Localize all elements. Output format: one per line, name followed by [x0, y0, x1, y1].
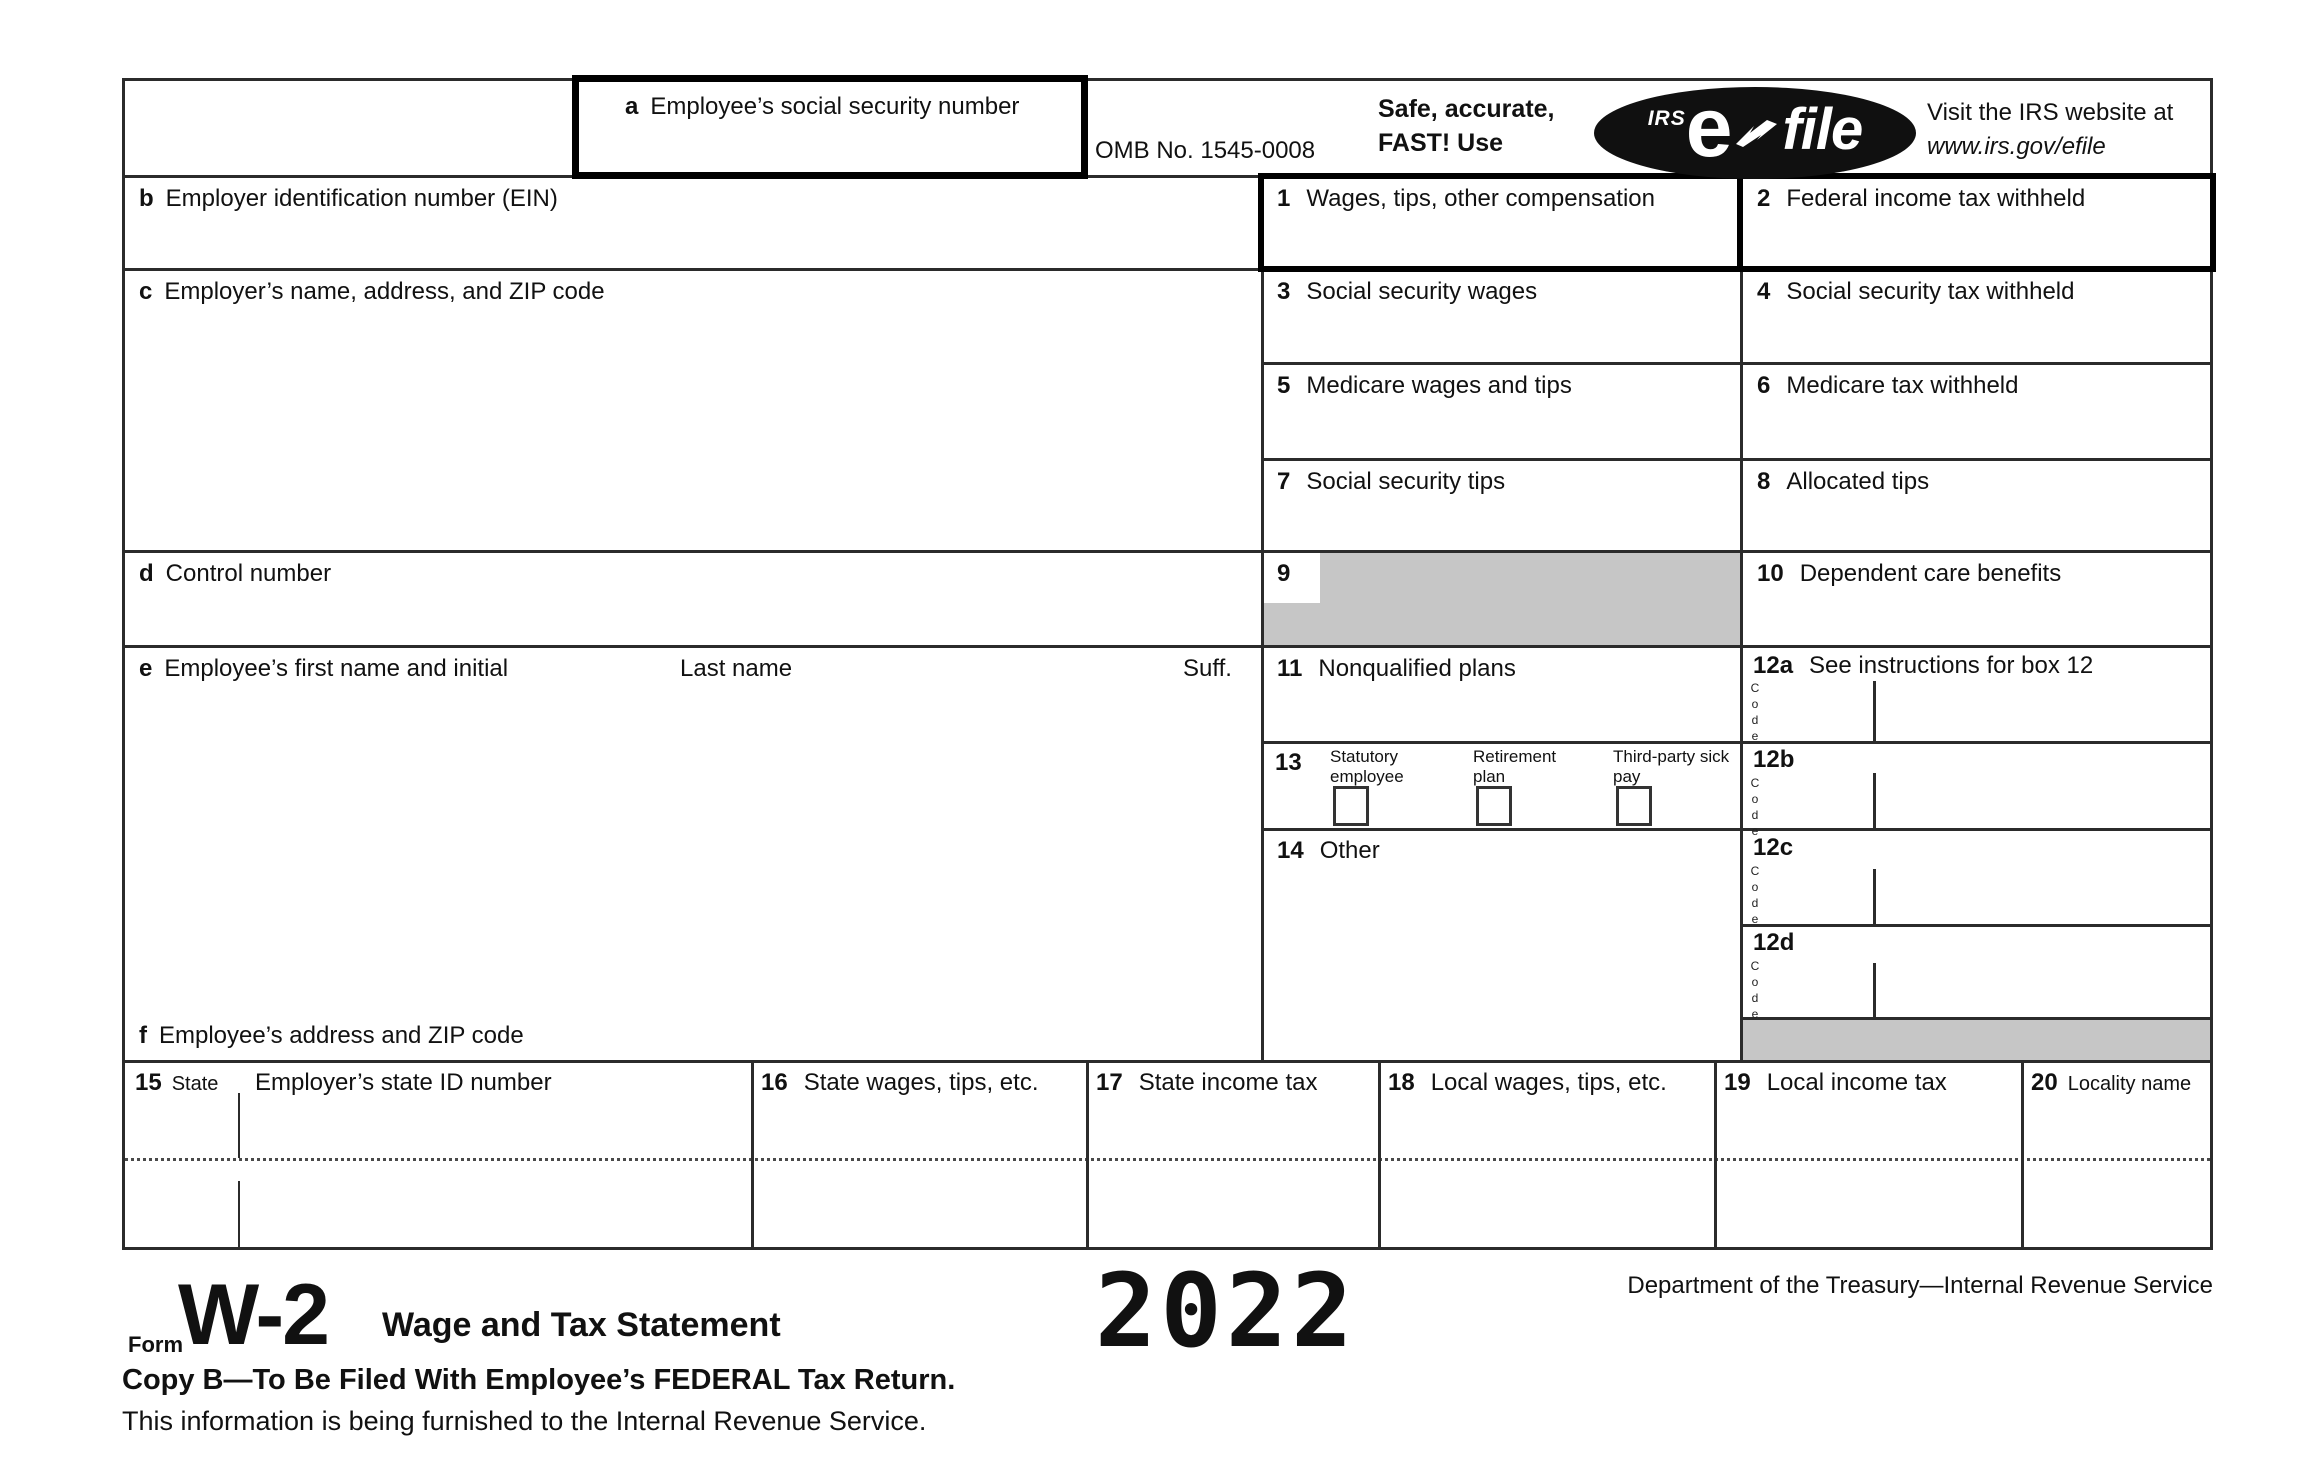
- box-13-label: [1275, 749, 1318, 777]
- box-20-label: [2031, 1069, 2191, 1097]
- box-12b-label: [1753, 746, 1810, 774]
- grid-line: [125, 1060, 2210, 1063]
- box-5-label: [1277, 372, 1572, 400]
- box-11-label: [1277, 655, 1516, 683]
- box-4-number: 4: [1757, 278, 1771, 305]
- box-c-letter: c: [139, 278, 153, 305]
- box-19-text: Local income tax: [1766, 1069, 1947, 1096]
- box-f-letter: f: [139, 1022, 147, 1049]
- box-17-label: [1096, 1069, 1317, 1097]
- box-e-text: Employee’s first name and initial: [164, 655, 509, 682]
- grid-line: [1261, 362, 2210, 365]
- box-f-label: [139, 1022, 524, 1050]
- grid-line: [1261, 741, 2210, 744]
- box-20-text: Locality name: [2067, 1073, 2192, 1095]
- box-a-text: Employee’s social security number: [650, 93, 1020, 120]
- box-3-text: Social security wages: [1306, 278, 1538, 305]
- box-9-number: 9: [1277, 560, 1291, 587]
- box-d-letter: d: [139, 560, 154, 587]
- box-9-label: [1277, 560, 1306, 588]
- box-12b-code-label: Code: [1748, 776, 1762, 840]
- form-title: Wage and Tax Statement: [382, 1306, 781, 1344]
- box-19-label: [1724, 1069, 1947, 1097]
- box-11-number: 11: [1277, 655, 1303, 682]
- employer-state-id-label: Employer’s state ID number: [255, 1069, 552, 1096]
- box-15-state-text: State: [171, 1073, 219, 1095]
- box-1-text: Wages, tips, other compensation: [1306, 185, 1655, 212]
- state-subdivider: [238, 1181, 240, 1247]
- box-e-label: [139, 655, 508, 683]
- box-12c-code-label: Code: [1748, 864, 1762, 928]
- box-f-text: Employee’s address and ZIP code: [159, 1022, 524, 1049]
- box-17-text: State income tax: [1138, 1069, 1318, 1096]
- box-18-number: 18: [1388, 1069, 1415, 1096]
- box-b-label: [139, 185, 558, 213]
- box-3-label: [1277, 278, 1537, 306]
- box-18-label: [1388, 1069, 1667, 1097]
- grid-line: [1714, 1063, 1717, 1247]
- box-1-2-divider: [1737, 173, 1743, 272]
- state-subdivider: [238, 1093, 240, 1158]
- efile-e-letter: e: [1685, 79, 1733, 174]
- box-5-number: 5: [1277, 372, 1291, 399]
- box-1-number: 1: [1277, 185, 1291, 212]
- box-11-text: Nonqualified plans: [1318, 655, 1516, 682]
- box-12c-label: [1753, 834, 1809, 862]
- box-8-text: Allocated tips: [1786, 468, 1930, 495]
- box-10-text: Dependent care benefits: [1799, 560, 2062, 587]
- irs-efile-url: www.irs.gov/efile: [1927, 133, 2106, 160]
- copy-b-line: Copy B—To Be Filed With Employee’s FEDERAL Tax Return.: [122, 1364, 956, 1396]
- box-b-text: Employer identification number (EIN): [165, 185, 558, 212]
- grid-line: [1261, 828, 2210, 831]
- box-14-label: [1277, 837, 1380, 865]
- grid-line: [1086, 1063, 1089, 1247]
- suffix-label: Suff.: [1183, 655, 1232, 682]
- box-4-text: Social security tax withheld: [1786, 278, 2075, 305]
- box-18-text: Local wages, tips, etc.: [1430, 1069, 1667, 1096]
- box-1-label: [1277, 185, 1655, 213]
- box-12b-number: 12b: [1753, 746, 1795, 773]
- box-19-number: 19: [1724, 1069, 1751, 1096]
- grid-line: [1740, 924, 2210, 927]
- box-6-number: 6: [1757, 372, 1771, 399]
- box-16-number: 16: [761, 1069, 788, 1096]
- box-a-letter: a: [625, 93, 639, 120]
- box-12a-text: See instructions for box 12: [1809, 652, 2094, 679]
- box-12d-number: 12d: [1753, 929, 1795, 956]
- third-party-sick-pay-label: Third-party sick pay: [1613, 747, 1730, 786]
- box-d-label: [139, 560, 331, 588]
- box-a-outline: [572, 75, 1088, 179]
- last-name-label: Last name: [680, 655, 793, 682]
- box-12b-code-divider: [1873, 773, 1876, 828]
- box-7-number: 7: [1277, 468, 1291, 495]
- box-10-label: [1757, 560, 2061, 588]
- box-15-number: 15: [135, 1069, 162, 1096]
- irs-label: IRS: [1647, 107, 1686, 130]
- box-12a-label: [1753, 652, 2093, 680]
- lightning-bolt-icon: [1734, 118, 1780, 153]
- box-12a-code-label: Code: [1748, 681, 1762, 745]
- omb-number: OMB No. 1545-0008: [1095, 137, 1316, 164]
- box-5-text: Medicare wages and tips: [1306, 372, 1572, 399]
- box-c-text: Employer’s name, address, and ZIP code: [164, 278, 605, 305]
- box-e-letter: e: [139, 655, 153, 682]
- grid-line: [1261, 458, 2210, 461]
- box-12a-code-divider: [1873, 681, 1876, 741]
- third-party-sick-pay-checkbox[interactable]: [1616, 786, 1652, 826]
- box-2-text: Federal income tax withheld: [1786, 185, 2086, 212]
- box-12d-label: [1753, 929, 1810, 957]
- box-16-label: [761, 1069, 1039, 1097]
- furnished-line: This information is being furnished to the Internal Revenue Service.: [122, 1406, 927, 1436]
- box-7-text: Social security tips: [1306, 468, 1506, 495]
- box-b-letter: b: [139, 185, 154, 212]
- box-d-text: Control number: [165, 560, 332, 587]
- box-8-label: [1757, 468, 1929, 496]
- box-6-text: Medicare tax withheld: [1786, 372, 2019, 399]
- box-3-number: 3: [1277, 278, 1291, 305]
- box-12d-code-label: Code: [1748, 959, 1762, 1023]
- grid-line: [2021, 1063, 2024, 1247]
- form-word: Form: [128, 1332, 183, 1357]
- safe-accurate-text: Safe, accurate,: [1378, 95, 1555, 123]
- box-14-text: Other: [1319, 837, 1380, 864]
- statutory-employee-checkbox[interactable]: [1333, 786, 1369, 826]
- box-4-label: [1757, 278, 2075, 306]
- box-13-number: 13: [1275, 749, 1302, 776]
- tax-year: 2022: [1095, 1252, 1357, 1371]
- shaded-strip: [1743, 1020, 2210, 1060]
- grid-line: [125, 550, 2210, 553]
- efile-file-word: file: [1782, 96, 1863, 162]
- box-c-label: [139, 278, 605, 306]
- box-a-label: [625, 93, 1019, 121]
- box-20-number: 20: [2031, 1069, 2058, 1096]
- box-6-label: [1757, 372, 2018, 400]
- box-12c-number: 12c: [1753, 834, 1794, 861]
- grid-line: [1740, 175, 1743, 1063]
- department-line: Department of the Treasury—Internal Revenue Service: [1627, 1272, 2213, 1299]
- box-17-number: 17: [1096, 1069, 1123, 1096]
- grid-line: [1378, 1063, 1381, 1247]
- grid-line: [751, 1063, 754, 1247]
- irs-efile-logo: [1594, 79, 1916, 179]
- form-number-w2: W-2: [178, 1267, 328, 1363]
- box-2-number: 2: [1757, 185, 1771, 212]
- dotted-divider: [125, 1158, 2210, 1161]
- box-2-label: [1757, 185, 2085, 213]
- box-12d-code-divider: [1873, 963, 1876, 1017]
- box-9-shaded-area: [1264, 553, 1740, 645]
- retirement-plan-checkbox[interactable]: [1476, 786, 1512, 826]
- grid-line: [125, 645, 2210, 648]
- box-8-number: 8: [1757, 468, 1771, 495]
- box-12a-number: 12a: [1753, 652, 1794, 679]
- fast-use-text: FAST! Use: [1378, 129, 1504, 157]
- box-15-label: [135, 1069, 218, 1097]
- box-16-text: State wages, tips, etc.: [803, 1069, 1039, 1096]
- box-7-label: [1277, 468, 1505, 496]
- box-14-number: 14: [1277, 837, 1304, 864]
- retirement-plan-label: Retirement plan: [1473, 747, 1557, 786]
- box-10-number: 10: [1757, 560, 1784, 587]
- box-12c-code-divider: [1873, 869, 1876, 924]
- statutory-employee-label: Statutory employee: [1330, 747, 1404, 786]
- visit-irs-text: Visit the IRS website at: [1927, 99, 2174, 126]
- w2-form-grid: [122, 78, 2213, 1250]
